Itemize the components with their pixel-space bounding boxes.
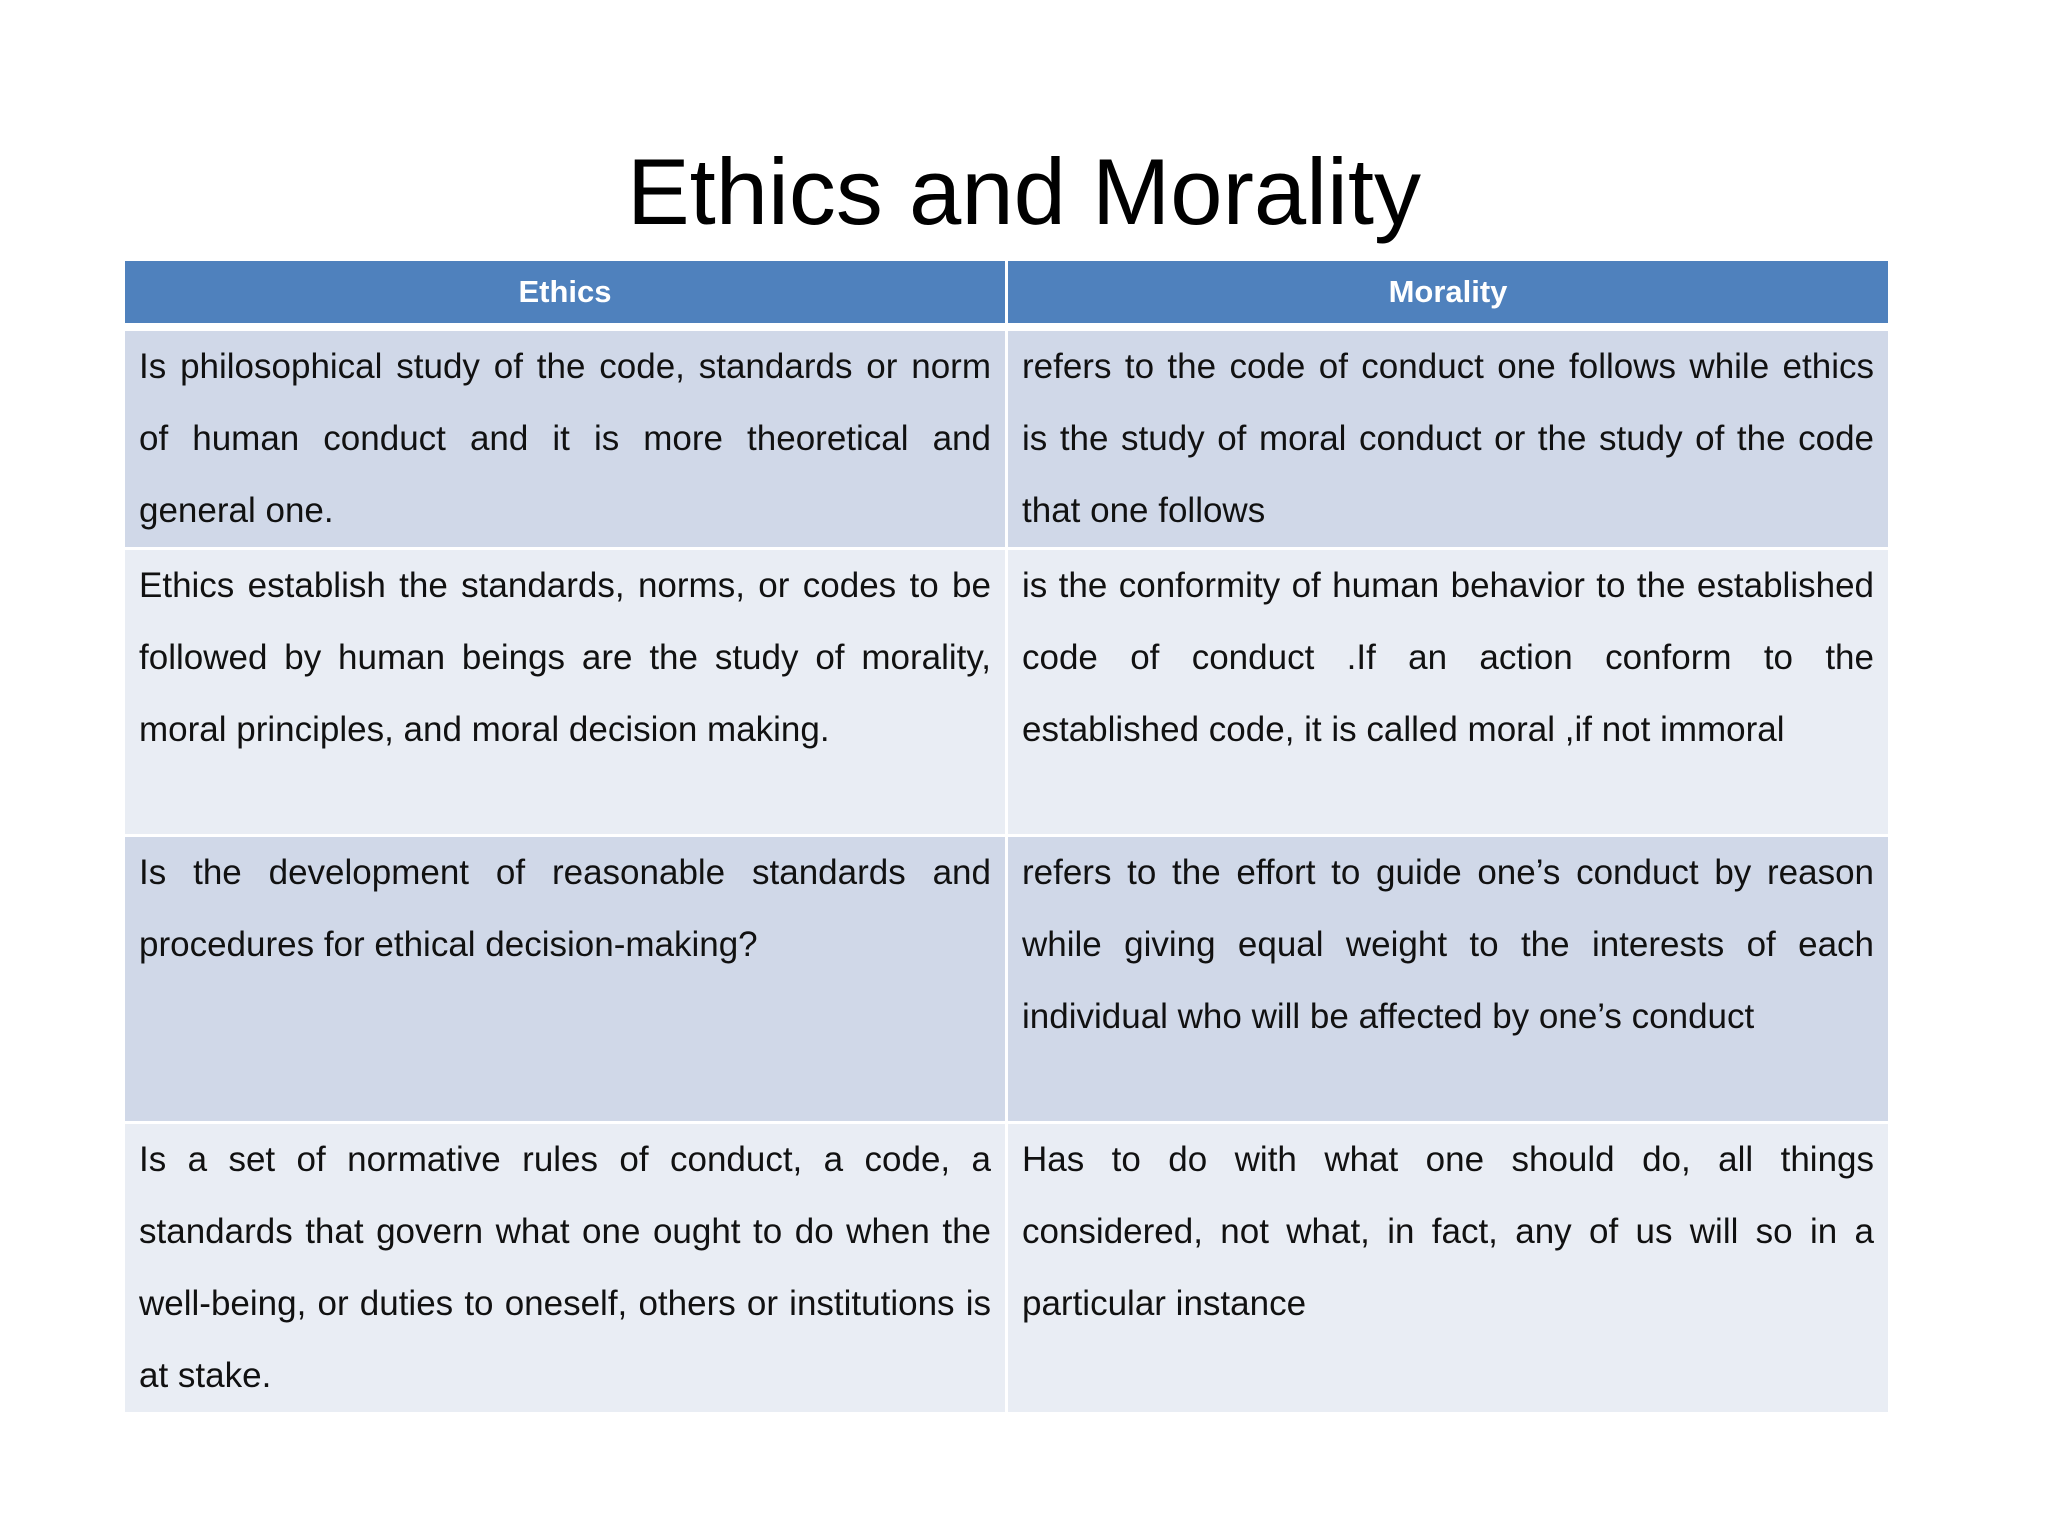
- ethics-cell: Is the development of reasonable standards and procedures for ethical decision-making?: [124, 836, 1007, 1123]
- morality-cell: is the conformity of human behavior to the established code of conduct .If an action conform to the established code, it is called moral ,if not immoral: [1007, 549, 1890, 836]
- comparison-table: [122, 258, 1891, 1415]
- table-row: [124, 549, 1890, 836]
- slide-title: Ethics and Morality: [626, 139, 1422, 244]
- morality-cell: refers to the effort to guide one’s conduct by reason while giving equal weight to the interests of each individual who will be affected by one’s conduct: [1007, 836, 1890, 1123]
- table-row: [124, 836, 1890, 1123]
- header-morality: Morality: [1007, 260, 1890, 328]
- ethics-cell: Is philosophical study of the code, standards or norm of human conduct and it is more theoretical and general one.: [124, 327, 1007, 549]
- table-row: [124, 327, 1890, 549]
- morality-cell: Has to do with what one should do, all things considered, not what, in fact, any of us will so in a particular instance: [1007, 1123, 1890, 1414]
- ethics-cell: Ethics establish the standards, norms, or codes to be followed by human beings are the study of morality, moral principles, and moral decision making.: [124, 549, 1007, 836]
- table-row: [124, 1123, 1890, 1414]
- morality-cell: refers to the code of conduct one follows while ethics is the study of moral conduct or the study of the code that one follows: [1007, 327, 1890, 549]
- ethics-cell: Is a set of normative rules of conduct, a code, a standards that govern what one ought to do when the well-being, or duties to oneself, others or institutions is at stake.: [124, 1123, 1007, 1414]
- table-header-row: [124, 260, 1890, 328]
- header-ethics: Ethics: [124, 260, 1007, 328]
